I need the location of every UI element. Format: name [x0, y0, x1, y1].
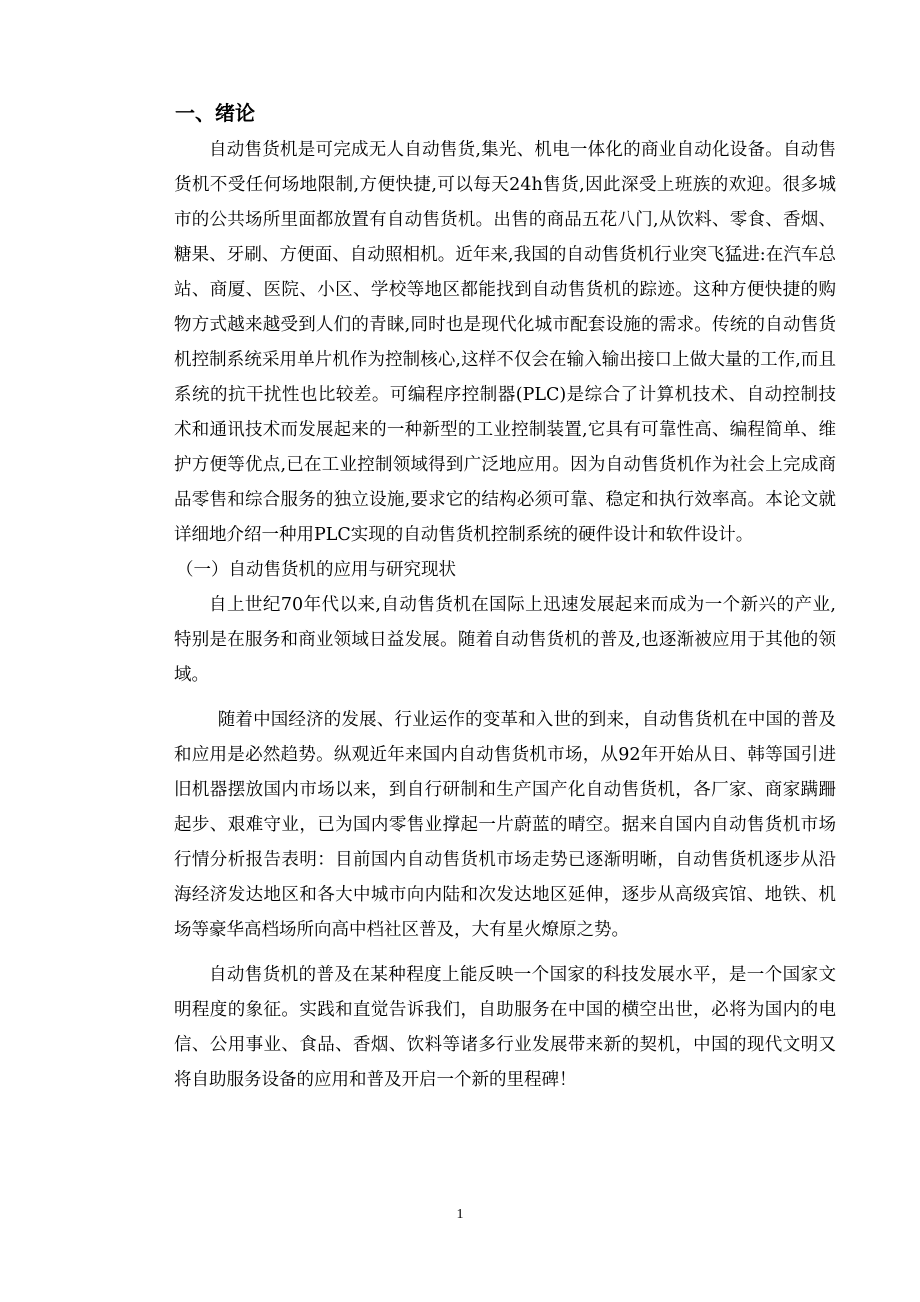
page-number: 1 [456, 1207, 464, 1222]
paragraph-history: 自上世纪70年代以来,自动售货机在国际上迅速发展起来而成为一个新兴的产业,特别是在服务和商业领域日益发展。随着自动售货机的普及,也逐渐被应用于其他的领域。 [174, 595, 836, 685]
chapter-heading: 一、绪论 [175, 101, 255, 125]
paragraph-significance: 自动售货机的普及在某种程度上能反映一个国家的科技发展水平，是一个国家文明程度的象征。实践和直觉告诉我们，自助服务在中国的横空出世，必将为国内的电信、公用事业、食品、香烟、饮料等诸多行业发展带来新的契机，中国的现代文明又将自助服务设备的应用和普及开启一个新的里程碑！ [174, 965, 836, 1090]
paragraph-china-market: 随着中国经济的发展、行业运作的变革和入世的到来，自动售货机在中国的普及和应用是必然趋势。纵观近年来国内自动售货机市场，从92年开始从日、韩等国引进旧机器摆放国内市场以来，到自行研制和生产国产化自动售货机，各厂家、商家蹒跚起步、艰难守业，已为国内零售业撑起一片蔚蓝的晴空。据来自国内自动售货机市场行情分析报告表明：目前国内自动售货机市场走势已逐渐明晰，自动售货机逐步从沿海经济发达地区和各大中城市向内陆和次发达地区延伸，逐步从高级宾馆、地铁、机场等豪华高档场所向高中档社区普及，大有星火燎原之势。 [174, 710, 836, 940]
paragraph-spacer [174, 693, 836, 703]
page-body [174, 93, 836, 1098]
paragraph-spacer [174, 948, 836, 958]
intro-paragraph: 自动售货机是可完成无人自动售货,集光、机电一体化的商业自动化设备。自动售货机不受任何场地限制,方便快捷,可以每天24h售货,因此深受上班族的欢迎。很多城市的公共场所里面都放置有自动售货机。出售的商品五花八门,从饮料、零食、香烟、糖果、牙刷、方便面、自动照相机。近年来,我国的自动售货机行业突飞猛进:在汽车总站、商厦、医院、小区、学校等地区都能找到自动售货机的踪迹。这种方便快捷的购物方式越来越受到人们的青睐,同时也是现代化城市配套设施的需求。传统的自动售货机控制系统采用单片机作为控制核心,这样不仅会在输入输出接口上做大量的工作,而且系统的抗干扰性也比较差。可编程序控制器(PLC)是综合了计算机技术、自动控制技术和通讯技术而发展起来的一种新型的工业控制装置,它具有可靠性高、编程简单、维护方便等优点,已在工业控制领域得到广泛地应用。因为自动售货机作为社会上完成商品零售和综合服务的独立设施,要求它的结构必须可靠、稳定和执行效率高。本论文就详细地介绍一种用PLC实现的自动售货机控制系统的硬件设计和软件设计。 [174, 140, 836, 545]
section-subheading: （一）自动售货机的应用与研究现状 [176, 560, 456, 580]
